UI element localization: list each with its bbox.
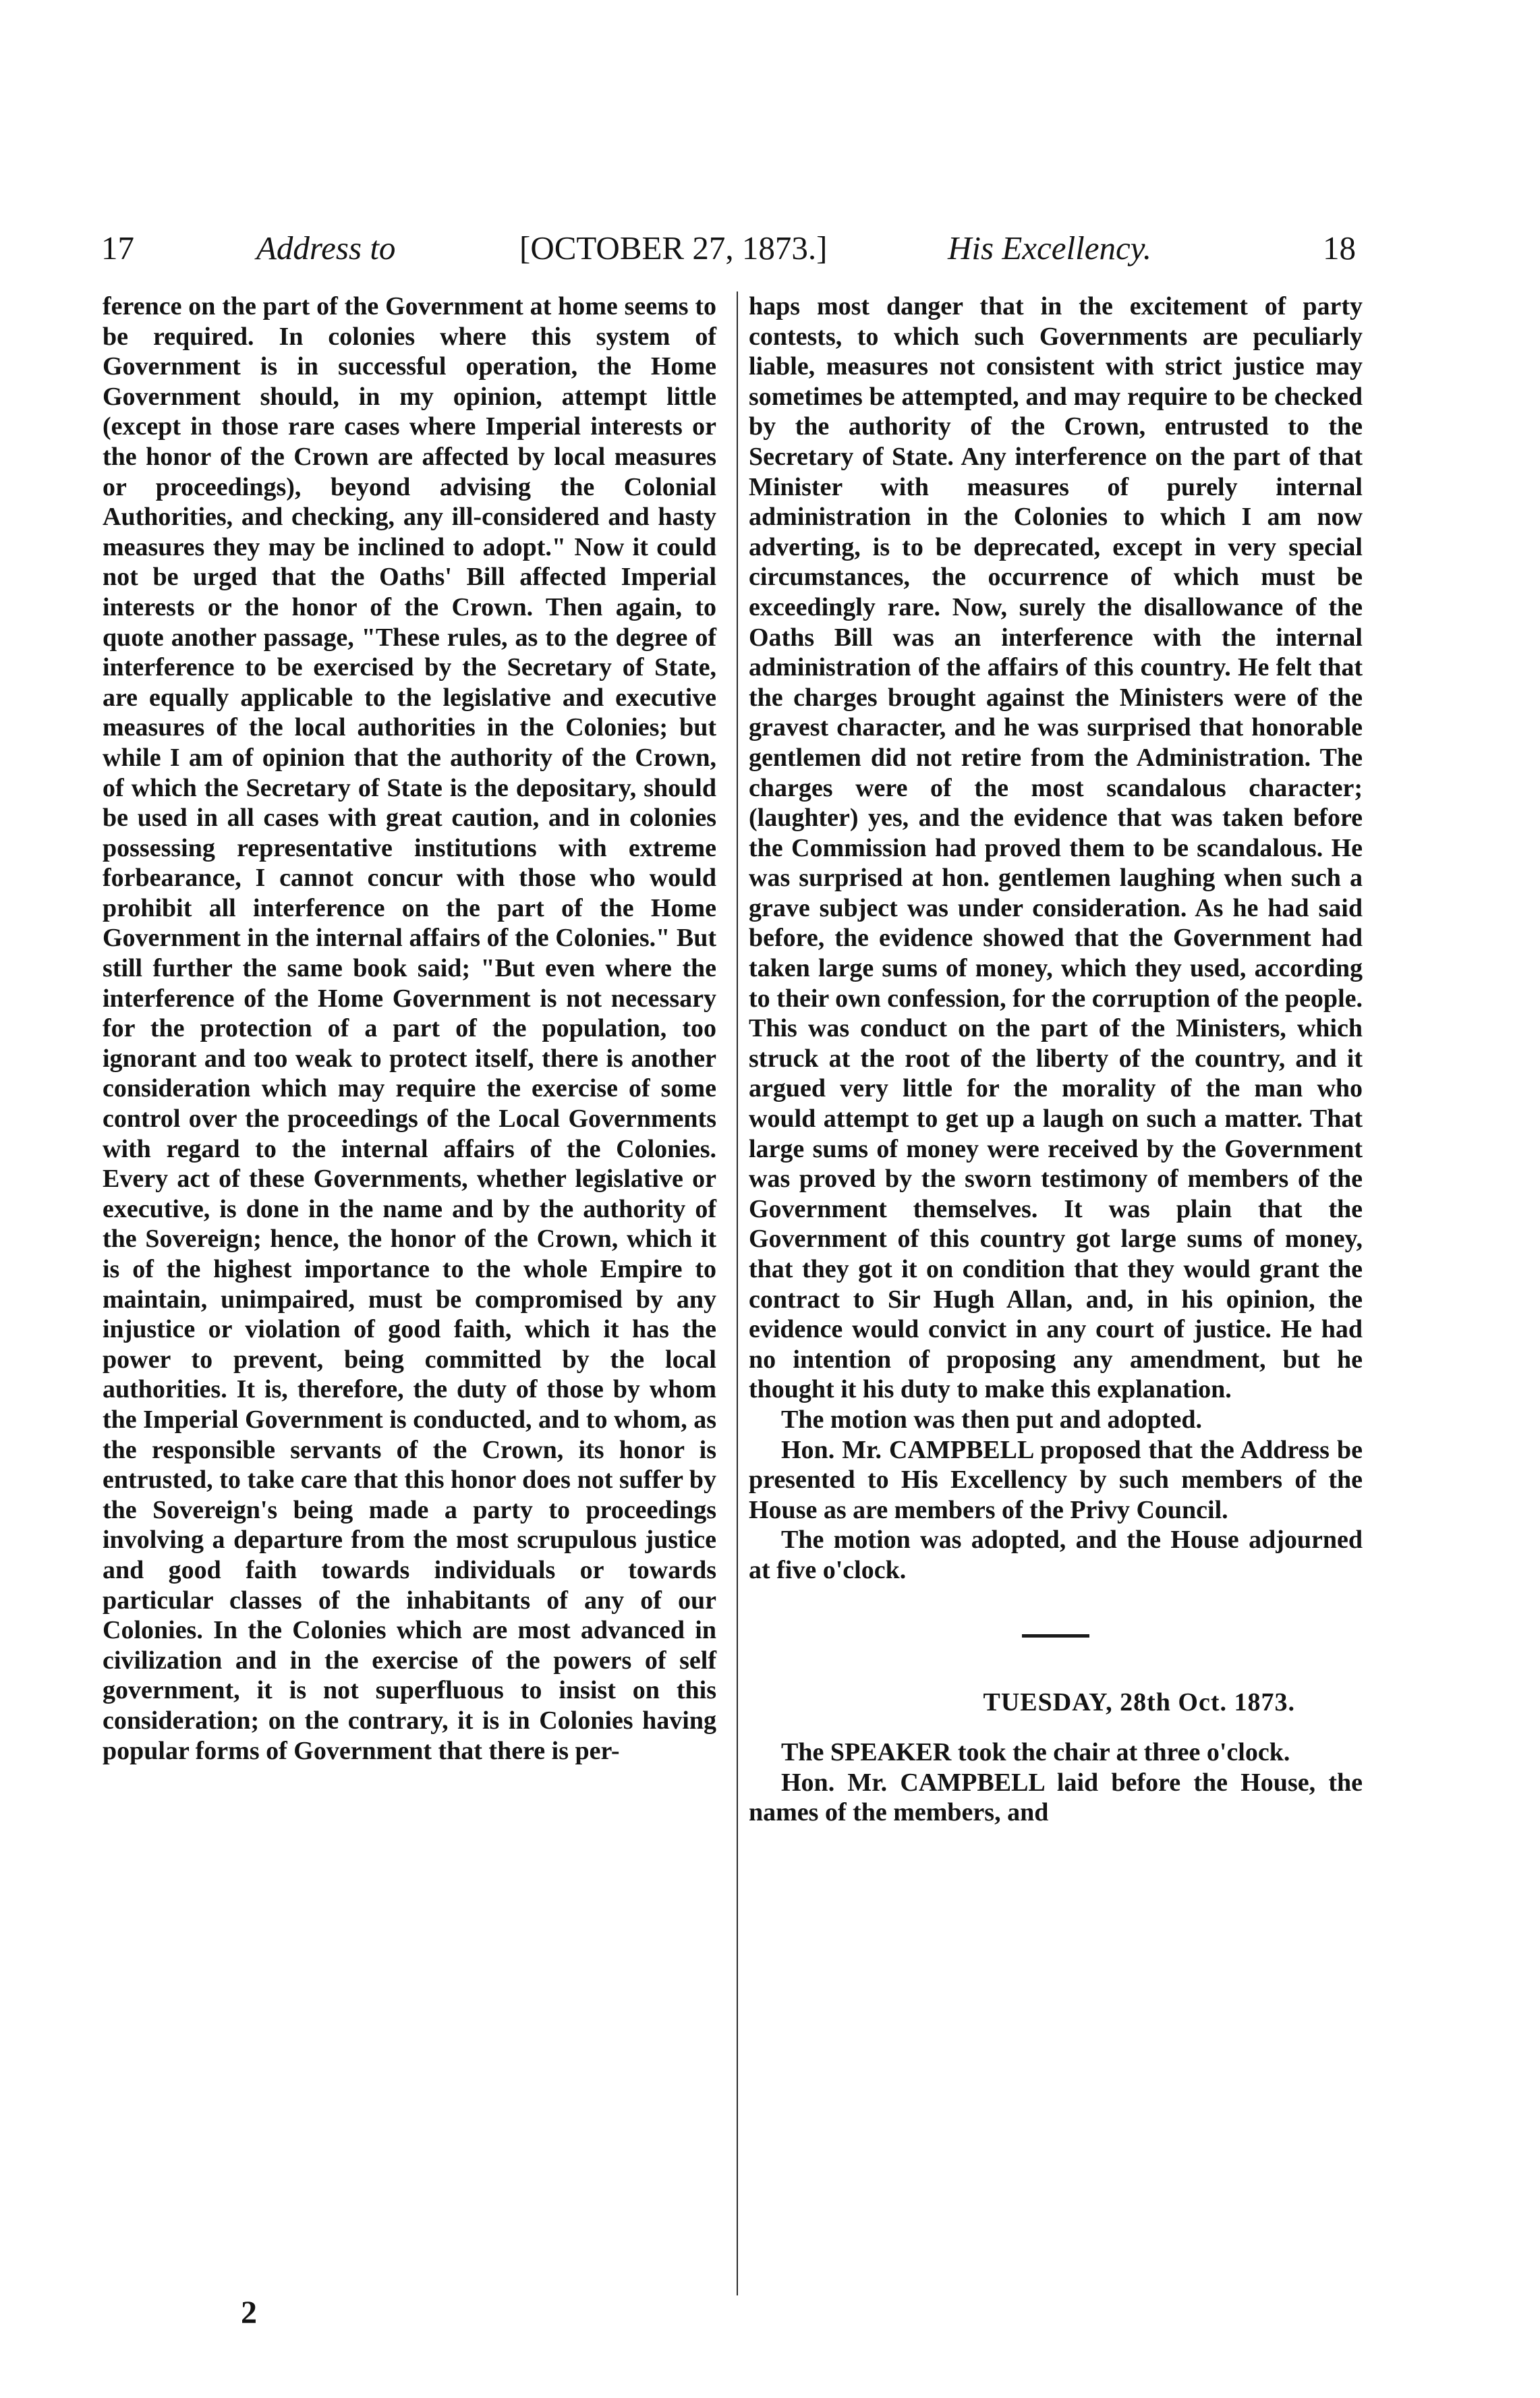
running-title-left: Address to	[256, 229, 396, 267]
running-title-right: His Excellency.	[948, 229, 1152, 267]
left-column	[103, 291, 716, 1766]
session-dateline: TUESDAY, 28th Oct. 1873.	[983, 1688, 1295, 1717]
motion-adopted-paragraph: The motion was then put and adopted.	[781, 1405, 1202, 1434]
campbell-laid-paragraph: Hon. Mr. CAMPBELL laid before the House, the names of the members, and	[749, 1768, 1363, 1827]
right-column	[749, 291, 1363, 1828]
running-header	[101, 221, 1356, 275]
adjournment-paragraph: The motion was adopted, and the House adjourned at five o'clock.	[749, 1526, 1363, 1584]
right-paragraph: haps most danger that in the excitement of party contests, to which such Governments are peculiarly liable, measures not consistent with strict justice may sometimes be attempted, and may require to be checked by the authority of the Crown, entrusted to the Secretary of State. Any interference on the part of that Minister with measures of purely internal administration in the Colonies to which I am now adverting, is to be deprecated, except in very special circumstances, the occurrence of which must be exceedingly rare. Now, surely the disallowance of the Oaths Bill was an interference with the internal administration of the affairs of this country. He felt that the charges brought against the Ministers were of the gravest character, and he was surprised that honorable gentlemen did not retire from the Administration. The charges were of the most scandalous character; (laughter) yes, and the evidence that was taken before the Commission had proved them to be scandalous. He was surprised at hon. gentlemen laughing when such a grave subject was under consideration. As he had said before, the evidence showed that the Government had taken large sums of money, which they used, according to their own confession, for the corruption of the people. This was conduct on the part of the Ministers, which struck at the root of the liberty of the country, and it argued very little for the morality of the man who would attempt to get up a laugh on such a matter. That large sums of money were received by the Government was proved by the sworn testimony of members of the Government themselves. It was plain that the Government of this country got large sums of money, that they got it on condition that they would grant the contract to Sir Hugh Allan, and, in his opinion, the evidence would convict in any court of justice. He had no intention of proposing any amendment, but he thought it his duty to make this explanation.	[749, 292, 1363, 1404]
speaker-paragraph: The SPEAKER took the chair at three o'clock.	[781, 1738, 1290, 1767]
column-divider	[737, 291, 738, 2295]
signature-mark: 2	[241, 2295, 257, 2331]
page-number-right: 18	[1323, 229, 1356, 267]
left-paragraph: ference on the part of the Government at home seems to be required. In colonies where this system of Government is in successful operation, the Home Government should, in my opinion, attempt little (except in those rare cases where Imperial interests or the honor of the Crown are affected by local measures or proceedings), beyond advising the Colonial Authorities, and checking, any ill-considered and hasty measures they may be inclined to adopt." Now it could not be urged that the Oaths' Bill affected Imperial interests or the honor of the Crown. Then again, to quote another passage, "These rules, as to the degree of interference to be exercised by the Secretary of State, are equally applicable to the legislative and executive measures of the local authorities in the Colonies; but while I am of opinion that the authority of the Crown, of which the Secretary of State is the depositary, should be used in all cases with great caution, and in colonies possessing representative institutions with extreme forbearance, I cannot concur with those who would prohibit all interference on the part of the Home Government in the internal affairs of the Colonies." But still further the same book said; "But even where the interference of the Home Government is not necessary for the protection of a part of the population, too ignorant and too weak to protect itself, there is another consideration which may require the exercise of some control over the proceedings of the Local Governments with regard to the internal affairs of the Colonies. Every act of these Governments, whether legislative or executive, is done in the name and by the authority of the Sovereign; hence, the honor of the Crown, which it is of the highest importance to the whole Empire to maintain, unimpaired, must be compromised by any injustice or violation of good faith, which it has the power to prevent, being committed by the local authorities. It is, therefore, the duty of those by whom the Imperial Government is conducted, and to whom, as the responsible servants of the Crown, its honor is entrusted, to take care that this honor does not suffer by the Sovereign's being made a party to proceedings involving a departure from the most scrupulous justice and good faith towards individuals or towards particular classes of the inhabitants of any of our Colonies. In the Colonies which are most advanced in civilization and in the exercise of the powers of self government, it is not superfluous to insist on this consideration; on the contrary, it is in Colonies having popular forms of Government that there is per-	[103, 292, 716, 1765]
section-separator	[1022, 1634, 1089, 1638]
page-number-left: 17	[101, 229, 134, 267]
campbell-proposal-paragraph: Hon. Mr. CAMPBELL proposed that the Address be presented to His Excellency by such members of the House as are members of the Privy Council.	[749, 1435, 1363, 1524]
header-date: [OCTOBER 27, 1873.]	[519, 229, 828, 267]
